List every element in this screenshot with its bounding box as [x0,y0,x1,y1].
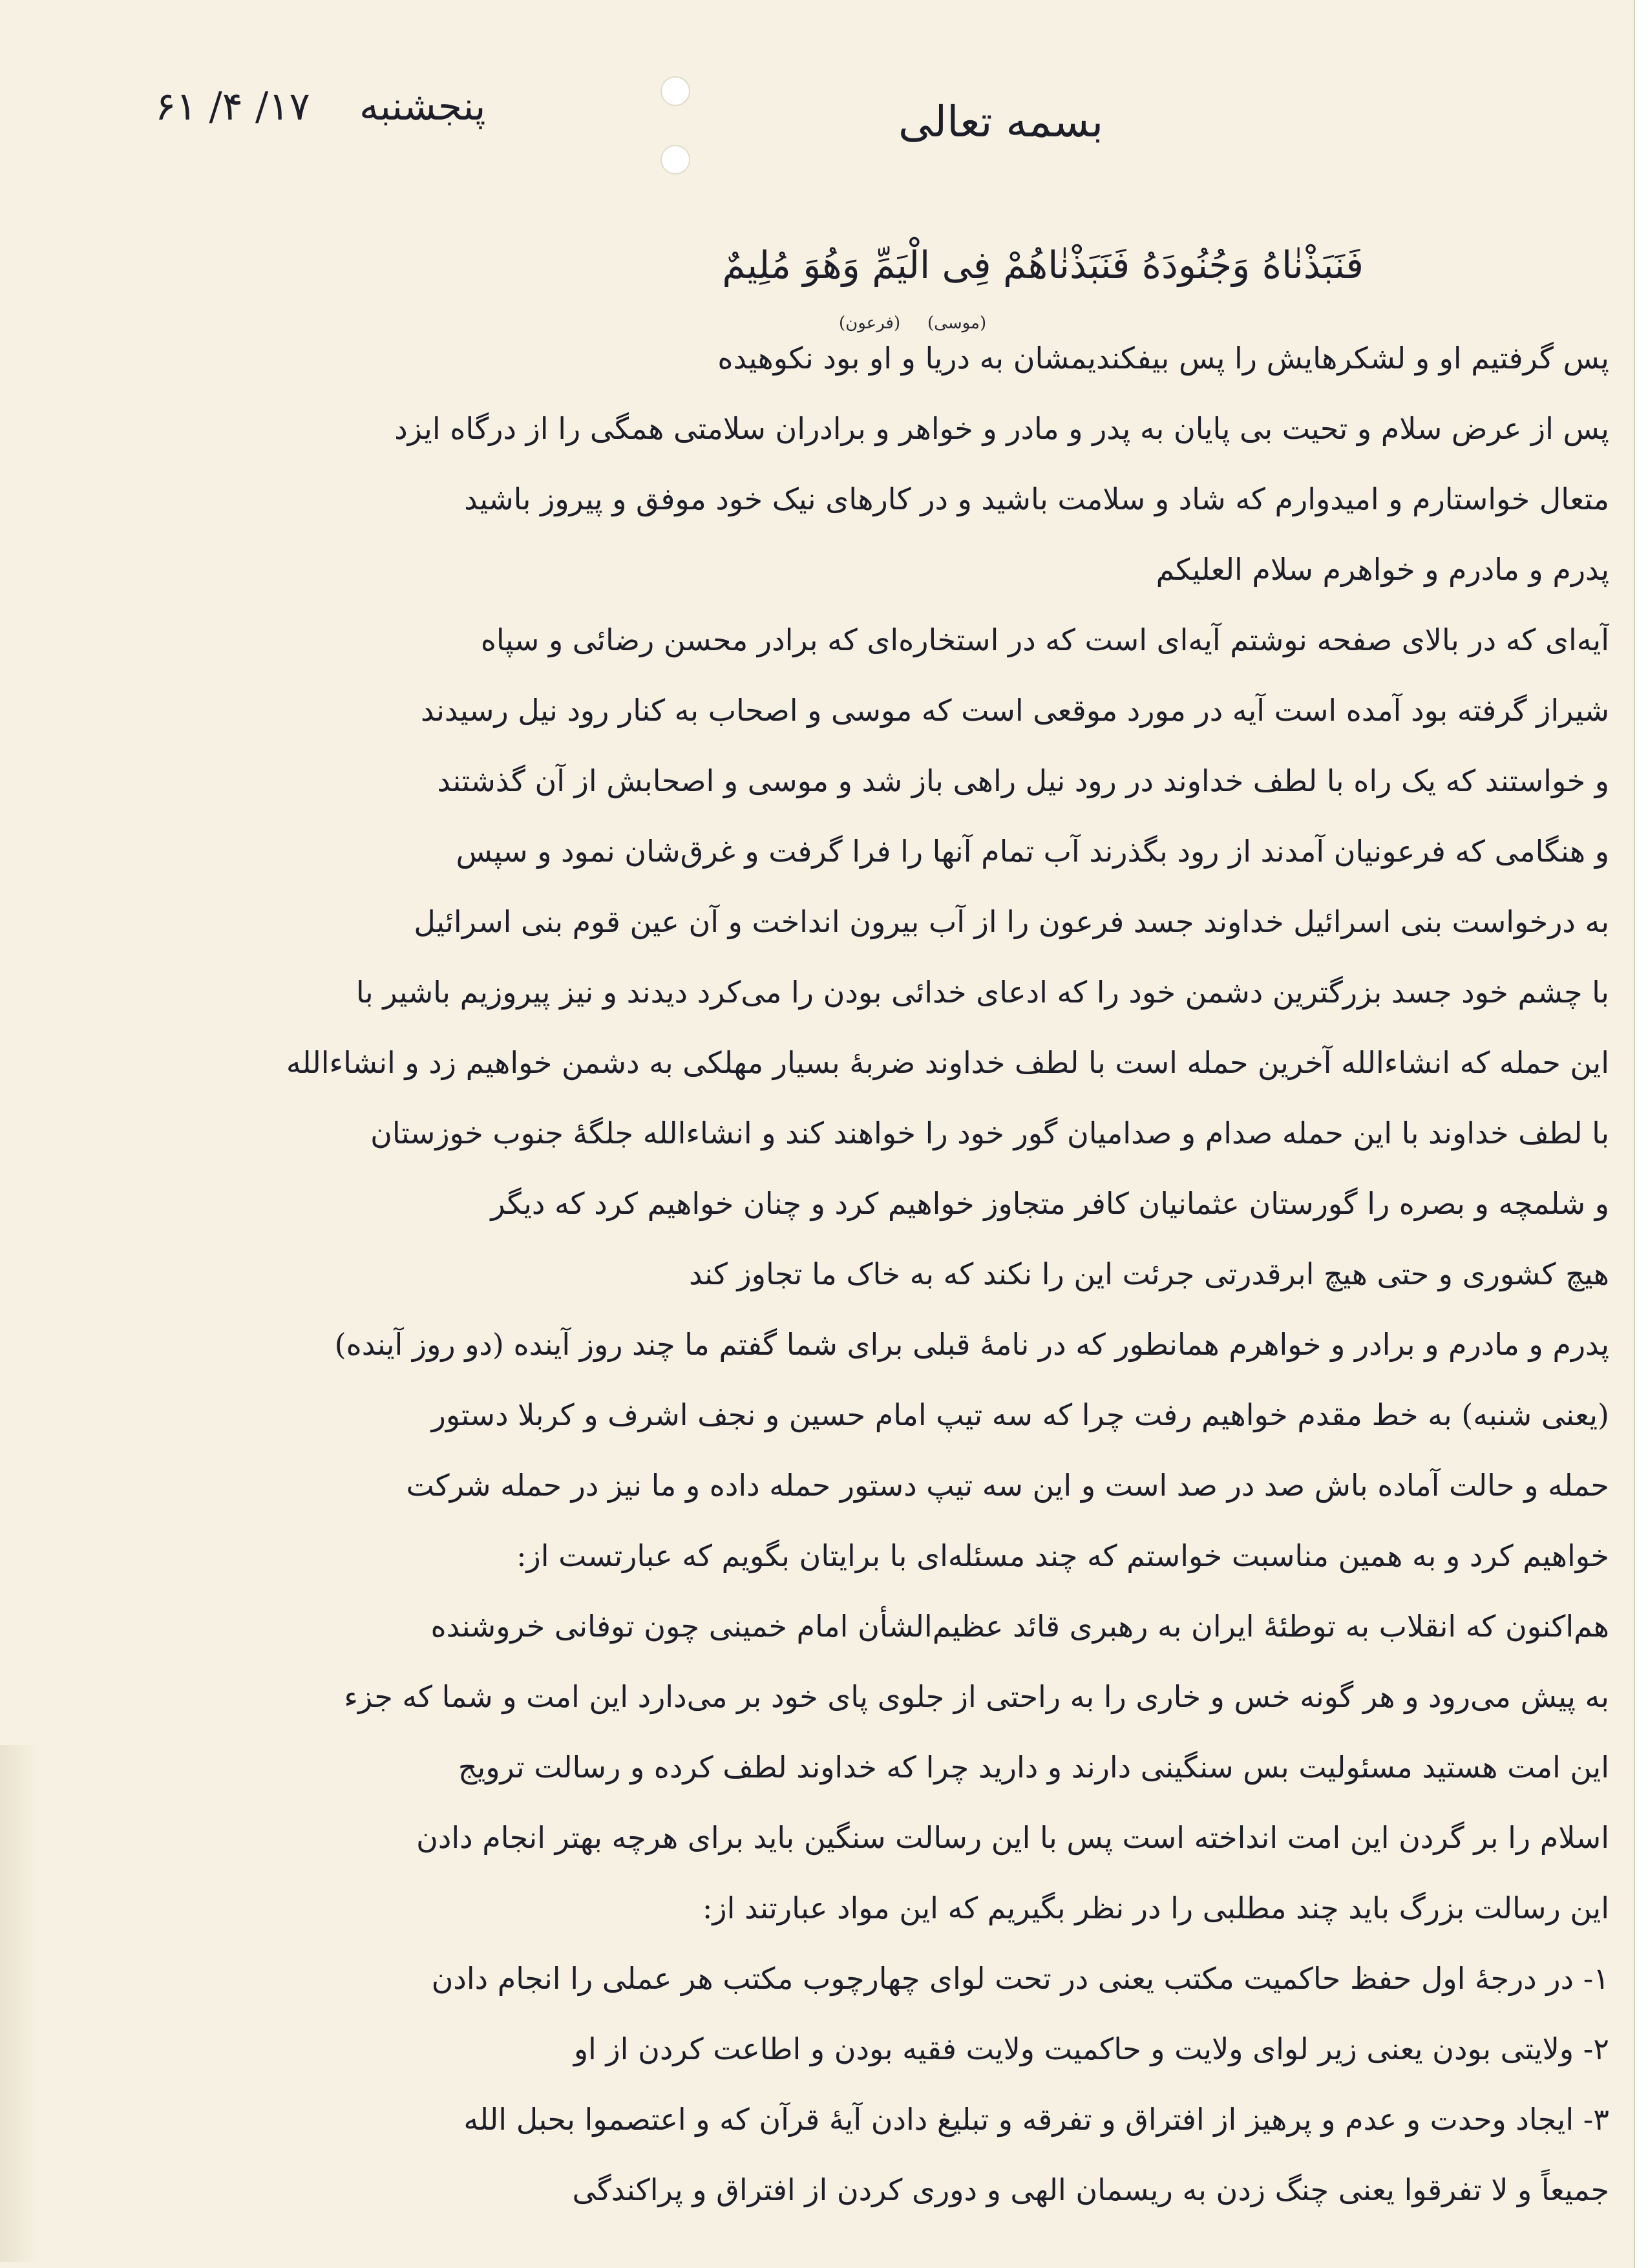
letter-line: شیراز گرفته بود آمده است آیه در مورد موقعی است که موسی و اصحاب به کنار رود نیل رسیدند [420,693,1609,728]
letter-line: هیچ کشوری و حتی هیچ ابرقدرتی جرئت این را نکند که به خاک ما تجاوز کند [688,1256,1609,1291]
letter-line: با چشم خود جسد بزرگترین دشمن خود را که ادعای خدائی بودن را می‌کرد دیدند و نیز پیروزیم باشیر با [355,975,1609,1010]
letter-line: خواهیم کرد و به همین مناسبت خواستم که چند مسئله‌ای با برایتان بگویم که عبارتست از: [516,1538,1609,1573]
letter-line: این حمله که انشاءالله آخرین حمله است با لطف خداوند ضربهٔ بسیار مهلکی به دشمن خواهیم زد و انشاءالله [286,1045,1609,1080]
letter-line: آیه‌ای که در بالای صفحه نوشتم آیه‌ای است که در استخاره‌ای که برادر محسن رضائی و سپاه [480,622,1609,657]
letter-line: ۱- در درجهٔ اول حفظ حاکمیت مکتب یعنی در تحت لوای چهارچوب مکتب هر عملی را انجام دادن [431,1961,1609,1996]
letter-body [13,233,1609,2225]
letter-date [155,84,485,129]
letter-line: این امت هستید مسئولیت بس سنگینی دارند و دارید چرا که خداوند لطف کرده و رسالت ترویج [458,1750,1609,1785]
letter-line: هم‌اکنون که انقلاب به توطئهٔ ایران به رهبری قائد عظیم‌الشأن امام خمینی چون توفانی خروشنده [430,1609,1609,1644]
quran-verse: فَنَبَذْنٰاهُ وَجُنُودَهُ فَنَبَذْنٰاهُمْ فِی الْیَمِّ وَهُوَ مُلِیمٌ [722,243,1364,287]
letter-line: ۳- ایجاد وحدت و عدم و پرهیز از افتراق و تفرقه و تبلیغ دادن آیهٔ قرآن که و اعتصموا بحبل الله [463,2102,1609,2137]
letter-line: این رسالت بزرگ باید چند مطلبی را در نظر بگیریم که این مواد عبارتند از: [702,1891,1609,1925]
letter-line: ۲- ولایتی بودن یعنی زیر لوای ولایت و حاکمیت ولایت فقیه بودن و اطاعت کردن از او [573,2031,1609,2066]
letter-line: متعال خواستارم و امیدوارم که شاد و سلامت باشید و در کارهای نیک خود موفق و پیروز باشید [464,482,1609,516]
letter-line: پدرم و مادرم و برادر و خواهرم همانطور که در نامهٔ قبلی برای شما گفتم ما چند روز آینده (دو روز آینده) [334,1327,1609,1362]
date-value: ۶۱ /۴ /۱۷ [155,84,310,129]
letter-header [155,78,1512,168]
letter-line: جمیعاً و لا تفرقوا یعنی چنگ زدن به ریسمان الهی و دوری کردن از افتراق و پراکندگی [572,2172,1609,2207]
letter-line: و هنگامی که فرعونیان آمدند از رود بگذرند آب تمام آنها را فرا گرفت و غرق‌شان نمود و سپس [456,834,1609,869]
letter-line: حمله و حالت آماده باش صد در صد است و این سه تیپ دستور حمله داده و ما نیز در حمله شرکت [406,1468,1609,1503]
letter-line: به درخواست بنی اسرائیل خداوند جسد فرعون را از آب بیرون انداخت و آن عین قوم بنی اسرائیل [414,904,1609,939]
margin-annotation: (موسی) [927,313,987,333]
letter-line: پس گرفتیم او و لشکرهایش را پس بیفکندیمشان به دریا و او بود نکوهیده [717,341,1609,376]
letter-line: پس از عرض سلام و تحیت بی پایان به پدر و مادر و خواهر و برادران سلامتی همگی را از درگاه ایزد [394,411,1609,446]
letter-heading: بسمه تعالی [898,97,1104,147]
letter-line: پدرم و مادرم و خواهرم سلام العلیکم [1156,552,1609,587]
letter-line: و خواستند که یک راه با لطف خداوند در رود نیل راهی باز شد و موسی و اصحابش از آن گذشتند [437,763,1609,798]
letter-line: به پیش می‌رود و هر گونه خس و خاری را به راحتی از جلوی پای خود بر می‌دارد این امت و شما که جزء [344,1679,1609,1714]
weekday: پنجشنبه [359,84,486,129]
letter-line: اسلام را بر گردن این امت انداخته است پس با این رسالت سنگین باید برای هرچه بهتر انجام دادن [416,1820,1609,1855]
letter-line: و شلمچه و بصره را گورستان عثمانیان کافر متجاوز خواهیم کرد و چنان خواهیم کرد که دیگر [491,1186,1609,1221]
letter-line: با لطف خداوند با این حمله صدام و صدامیان گور خود را خواهند کند و انشاءالله جلگهٔ جنوب خوزستان [370,1116,1609,1150]
margin-annotation: (فرعون) [839,313,901,333]
letter-line: (یعنی شنبه) به خط مقدم خواهیم رفت چرا که سه تیپ امام حسین و نجف اشرف و کربلا دستور [431,1397,1609,1432]
